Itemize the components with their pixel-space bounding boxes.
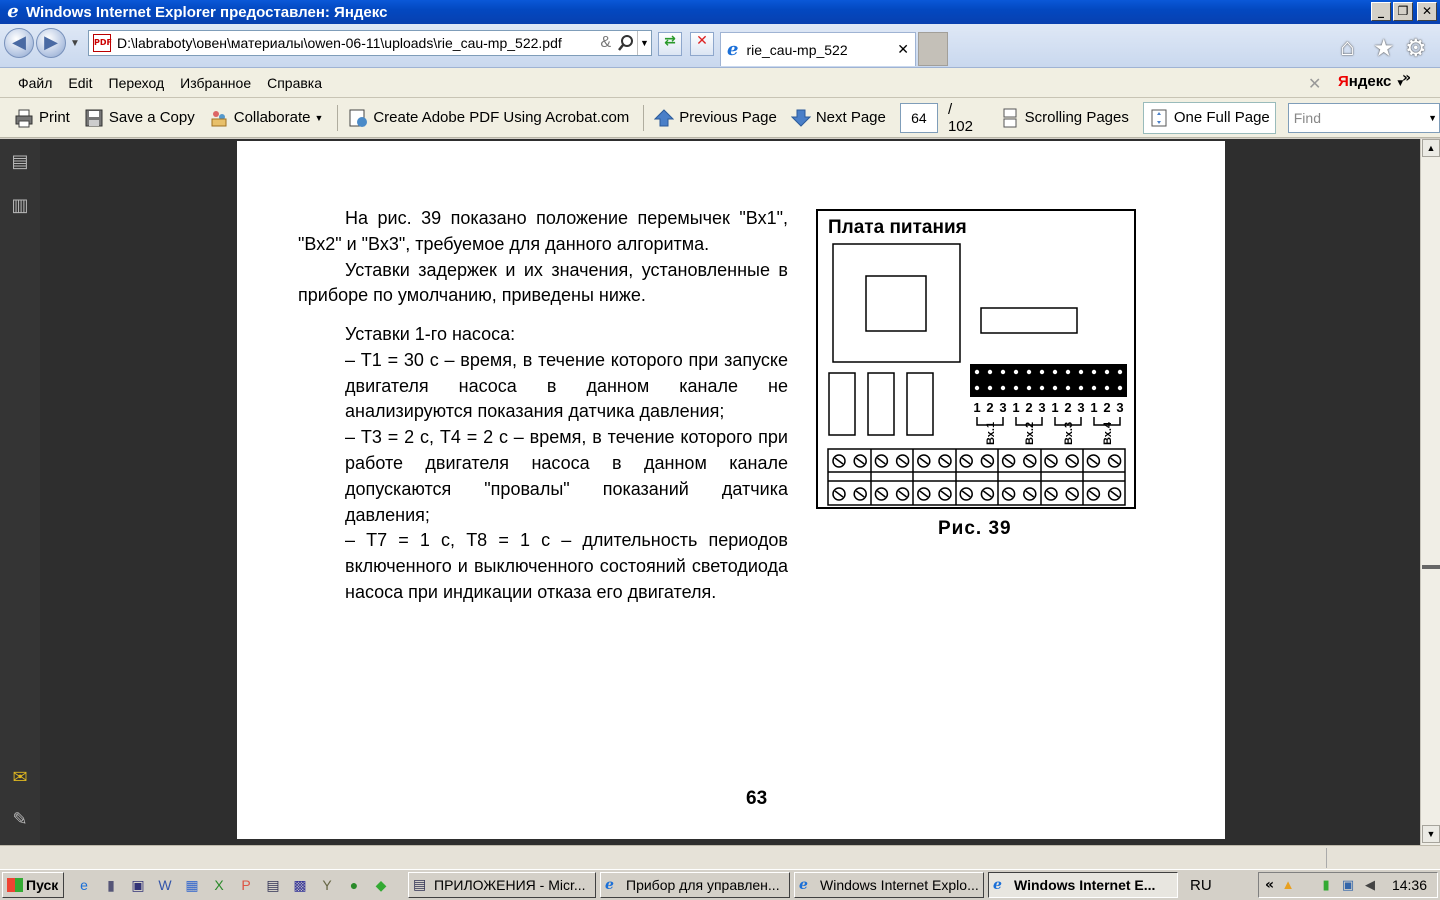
figure-caption: Рис. 39 bbox=[938, 518, 1012, 539]
acrobat-create-icon bbox=[348, 108, 368, 128]
jumper-number: 3 bbox=[999, 400, 1007, 415]
intro-text bbox=[298, 206, 788, 309]
toolbar-separator bbox=[643, 105, 644, 131]
pages-panel-icon[interactable]: ▤ bbox=[11, 151, 29, 171]
torrent-icon[interactable]: ● bbox=[349, 877, 359, 893]
terminal-screw-slot bbox=[899, 458, 907, 464]
vertical-scrollbar[interactable] bbox=[1420, 139, 1440, 845]
ie-task-icon: e bbox=[993, 877, 1002, 893]
terminal-strip bbox=[828, 449, 1125, 505]
tools-icon[interactable]: Y bbox=[322, 877, 332, 893]
jumper-number: 3 bbox=[1116, 400, 1124, 415]
full-page-icon bbox=[1149, 108, 1169, 128]
system-tray bbox=[1258, 872, 1438, 898]
quick-launch bbox=[74, 875, 398, 895]
window-title: Windows Internet Explorer предоставлен: Яндекс bbox=[26, 3, 388, 21]
pdf-toolbar bbox=[0, 98, 1440, 138]
task-label: Windows Internet Explo... bbox=[820, 877, 979, 893]
desktop-icon[interactable]: ▣ bbox=[131, 877, 145, 893]
terminal-screw-slot bbox=[941, 491, 949, 497]
terminal-screw-slot bbox=[856, 458, 864, 464]
find-dropdown-icon[interactable]: ▼ bbox=[1428, 112, 1438, 123]
terminal-screw-slot bbox=[1111, 458, 1119, 464]
collaborate-label: Collaborate bbox=[233, 109, 311, 126]
settings-list bbox=[345, 322, 788, 606]
terminal-screw-slot bbox=[983, 491, 991, 497]
list-item-1: – Т1 = 30 с – время, в течение которого при запуске двигателя насоса в данном канале не анализируются показания датчика давления; bbox=[345, 349, 788, 422]
jumper-number: 1 bbox=[1051, 400, 1059, 415]
jumper-number: 1 bbox=[1090, 400, 1098, 415]
yandex-close-icon[interactable]: ✕ bbox=[1308, 74, 1322, 93]
server-icon[interactable]: ▮ bbox=[107, 877, 115, 893]
tab-label: rie_cau-mp_522 bbox=[746, 41, 848, 58]
terminal-screw-slot bbox=[962, 491, 970, 497]
scrolling-pages-button[interactable] bbox=[1000, 108, 1129, 128]
page-total: / 102 bbox=[947, 100, 973, 135]
home-icon[interactable]: ⌂ bbox=[1340, 34, 1355, 61]
paragraph-1: На рис. 39 показано положение перемычек "Вх1", "Вх2" и "Вх3", требуемое для данного алгоритма. bbox=[298, 208, 788, 254]
network-tray-icon[interactable]: ▣ bbox=[1341, 877, 1355, 892]
scrolling-pages-icon bbox=[1000, 108, 1020, 128]
status-segment bbox=[1326, 848, 1426, 868]
print-label: Print bbox=[39, 109, 70, 126]
terminal-screw-slot bbox=[920, 458, 928, 464]
windows-flag-icon bbox=[7, 878, 23, 892]
word-doc-icon: ▤ bbox=[413, 877, 427, 893]
terminal-screw-slot bbox=[962, 458, 970, 464]
terminal-screw-slot bbox=[877, 458, 885, 464]
list-item-2: – Т3 = 2 с, Т4 = 2 с – время, в течение которого при работе двигателя насоса в данном канале допускаются "провалы" показаний датчика давления; bbox=[345, 427, 788, 525]
print-button[interactable] bbox=[14, 108, 70, 128]
bookmarks-icon[interactable]: ▥ bbox=[11, 195, 29, 215]
jumper-label-vx3: Вх.3 bbox=[1063, 421, 1075, 445]
new-tab-button[interactable] bbox=[918, 32, 948, 66]
terminal-screw-slot bbox=[1068, 458, 1076, 464]
previous-page-label: Previous Page bbox=[679, 109, 777, 126]
list-item-3: – Т7 = 1 с, Т8 = 1 с – длительность периодов включенного и выключенного состояний светодиода насоса при индикации отказа его двигателя. bbox=[345, 530, 788, 602]
terminal-screw-slot bbox=[1026, 458, 1034, 464]
address-bar[interactable] bbox=[88, 30, 652, 56]
board-diagram bbox=[818, 211, 1134, 507]
menu-favorites[interactable]: Избранное bbox=[180, 74, 252, 91]
task-button-ie-1[interactable] bbox=[600, 872, 790, 898]
menu-file[interactable]: Файл bbox=[18, 74, 53, 91]
page-number: 63 bbox=[746, 788, 768, 809]
jumper-number: 1 bbox=[973, 400, 981, 415]
excel-icon[interactable]: X bbox=[214, 877, 224, 893]
list-title: Уставки 1-го насоса: bbox=[345, 324, 516, 344]
terminal-screw-slot bbox=[856, 491, 864, 497]
tab-close-icon[interactable]: ✕ bbox=[897, 41, 909, 58]
jumper-label-vx2: Вх.2 bbox=[1024, 421, 1036, 445]
yandex-menu[interactable] bbox=[1338, 73, 1405, 90]
yandex-logo-letter: Я bbox=[1338, 73, 1349, 90]
gear-icon[interactable]: ⚙ bbox=[1405, 35, 1427, 62]
word-icon[interactable]: W bbox=[158, 877, 172, 893]
terminal-screw-slot bbox=[920, 491, 928, 497]
terminal-screw-slot bbox=[1005, 491, 1013, 497]
jumper-number: 2 bbox=[1103, 400, 1111, 415]
favorites-star-icon[interactable]: ★ bbox=[1373, 35, 1395, 62]
attachments-paperclip-icon[interactable]: ✎ bbox=[12, 809, 28, 829]
ie-logo-icon: e bbox=[7, 1, 19, 22]
terminal-screw-slot bbox=[1026, 491, 1034, 497]
pdf-viewer bbox=[0, 139, 1440, 845]
pdf-page bbox=[237, 141, 1225, 839]
refresh-button[interactable]: ⇄ bbox=[658, 32, 682, 56]
address-dropdown-icon[interactable]: ▼ bbox=[637, 31, 651, 55]
terminal-screw-slot bbox=[899, 491, 907, 497]
jumper-number: 2 bbox=[986, 400, 994, 415]
terminal-screw-slot bbox=[1089, 458, 1097, 464]
page-number-input[interactable]: 64 bbox=[900, 103, 938, 133]
terminal-screw-slot bbox=[835, 458, 843, 464]
terminal-screw-slot bbox=[877, 491, 885, 497]
floppy-disk-icon bbox=[84, 108, 104, 128]
powerpoint-icon[interactable]: P bbox=[241, 877, 251, 893]
minimize-button[interactable]: _ bbox=[1371, 2, 1391, 21]
terminal-screw-slot bbox=[1047, 491, 1055, 497]
collaborate-icon bbox=[209, 108, 229, 128]
tray-expand-icon[interactable]: « bbox=[1265, 877, 1275, 893]
language-indicator[interactable]: RU bbox=[1190, 876, 1212, 894]
close-button[interactable]: ✕ bbox=[1417, 2, 1437, 21]
yandex-logo-rest: ндекс bbox=[1348, 73, 1392, 90]
one-full-page-label: One Full Page bbox=[1173, 109, 1270, 126]
task-button-word[interactable] bbox=[408, 872, 596, 898]
jumper-label-vx1: Вх.1 bbox=[985, 421, 997, 445]
address-row bbox=[0, 24, 1440, 68]
menu-help[interactable]: Справка bbox=[267, 74, 323, 91]
power-board-figure bbox=[816, 209, 1136, 509]
back-button[interactable]: ◀ bbox=[4, 28, 34, 58]
network-icon[interactable]: ▩ bbox=[293, 877, 307, 893]
yandex-dropdown-icon: ▼ bbox=[1395, 78, 1406, 89]
terminal-screw-slot bbox=[835, 491, 843, 497]
address-input[interactable]: D:\labraboty\овен\материалы\owen-06-11\uploads\rie_cau-mp_522.pdf bbox=[117, 35, 562, 51]
start-button[interactable] bbox=[2, 872, 64, 898]
arrow-up-icon bbox=[654, 108, 674, 128]
scroll-down-icon[interactable]: ▼ bbox=[1422, 825, 1440, 843]
paragraph-2: Уставки задержек и их значения, установленные в приборе по умолчанию, приведены ниже. bbox=[298, 259, 788, 306]
task-label: Windows Internet E... bbox=[1014, 877, 1156, 893]
toolbar-more-icon[interactable]: » bbox=[1402, 70, 1412, 86]
ie-task-icon: e bbox=[799, 877, 808, 893]
save-copy-button[interactable] bbox=[84, 108, 195, 128]
task-button-ie-2[interactable] bbox=[794, 872, 984, 898]
collaborate-button[interactable] bbox=[209, 108, 324, 128]
jumper-number: 2 bbox=[1064, 400, 1072, 415]
next-page-button[interactable] bbox=[791, 108, 886, 128]
jumper-number: 1 bbox=[1012, 400, 1020, 415]
navigation-pane bbox=[0, 139, 40, 845]
jumper-number: 3 bbox=[1077, 400, 1085, 415]
forward-button[interactable]: ▶ bbox=[36, 28, 66, 58]
volume-icon[interactable]: ◀ bbox=[1365, 877, 1376, 892]
menu-go[interactable]: Переход bbox=[108, 74, 165, 91]
comments-icon[interactable]: ✉ bbox=[12, 767, 28, 787]
terminal-screw-slot bbox=[1068, 491, 1076, 497]
create-pdf-label: Create Adobe PDF Using Acrobat.com bbox=[373, 109, 630, 126]
printer-icon bbox=[14, 108, 34, 128]
find-placeholder: Find bbox=[1293, 109, 1321, 126]
terminal-screw-slot bbox=[1089, 491, 1097, 497]
save-copy-label: Save a Copy bbox=[108, 109, 195, 126]
pdf-file-icon: PDF bbox=[93, 34, 111, 52]
stop-button[interactable]: ✕ bbox=[690, 32, 714, 56]
restore-button[interactable]: ❐ bbox=[1393, 2, 1413, 21]
title-bar bbox=[0, 0, 1440, 24]
create-pdf-button[interactable] bbox=[348, 108, 629, 128]
find-input[interactable] bbox=[1288, 103, 1440, 133]
scroll-up-icon[interactable]: ▲ bbox=[1422, 139, 1440, 157]
jumper-number: 3 bbox=[1038, 400, 1046, 415]
terminal-screw-slot bbox=[1047, 458, 1055, 464]
one-full-page-button[interactable] bbox=[1143, 102, 1276, 134]
clock: 14:36 bbox=[1391, 877, 1427, 893]
start-label: Пуск bbox=[26, 877, 59, 893]
terminal-screw-slot bbox=[1111, 491, 1119, 497]
taskbar bbox=[0, 869, 1440, 900]
document-icon[interactable]: ▤ bbox=[266, 877, 280, 893]
battery-icon[interactable]: ▮ bbox=[1322, 877, 1330, 892]
collaborate-dropdown-icon: ▼ bbox=[314, 112, 324, 123]
search-icon[interactable] bbox=[617, 34, 635, 52]
status-bar bbox=[0, 845, 1440, 869]
terminal-screw-slot bbox=[983, 458, 991, 464]
tray-app-icon[interactable]: ▲ bbox=[1281, 877, 1295, 892]
previous-page-button[interactable] bbox=[654, 108, 777, 128]
toolbar-separator bbox=[337, 105, 338, 131]
shield-icon[interactable]: ◆ bbox=[375, 877, 387, 893]
history-dropdown-icon[interactable]: ▼ bbox=[70, 38, 80, 49]
menu-bar bbox=[0, 68, 1440, 98]
outlook-icon[interactable]: ▦ bbox=[185, 877, 199, 893]
jumper-label-vx4: Вх.4 bbox=[1102, 421, 1114, 445]
terminal-screw-slot bbox=[941, 458, 949, 464]
next-page-label: Next Page bbox=[815, 109, 886, 126]
ie-quicklaunch-icon[interactable]: e bbox=[80, 877, 88, 893]
ie-tab-icon: e bbox=[727, 39, 739, 60]
task-button-ie-active[interactable] bbox=[988, 872, 1178, 898]
arrow-down-icon bbox=[791, 108, 811, 128]
compatibility-icon[interactable]: & bbox=[600, 34, 611, 51]
menu-edit[interactable]: Edit bbox=[68, 74, 93, 91]
terminal-block bbox=[828, 449, 1125, 505]
scroll-thumb[interactable] bbox=[1422, 565, 1440, 569]
task-label: ПРИЛОЖЕНИЯ - Micr... bbox=[434, 877, 586, 893]
ie-task-icon: e bbox=[605, 877, 614, 893]
terminal-screw-slot bbox=[1005, 458, 1013, 464]
jumper-number: 2 bbox=[1025, 400, 1033, 415]
browser-tab[interactable] bbox=[720, 32, 916, 66]
scrolling-pages-label: Scrolling Pages bbox=[1024, 109, 1129, 126]
task-label: Прибор для управлен... bbox=[626, 877, 780, 893]
figure-title: Плата питания bbox=[828, 217, 967, 238]
